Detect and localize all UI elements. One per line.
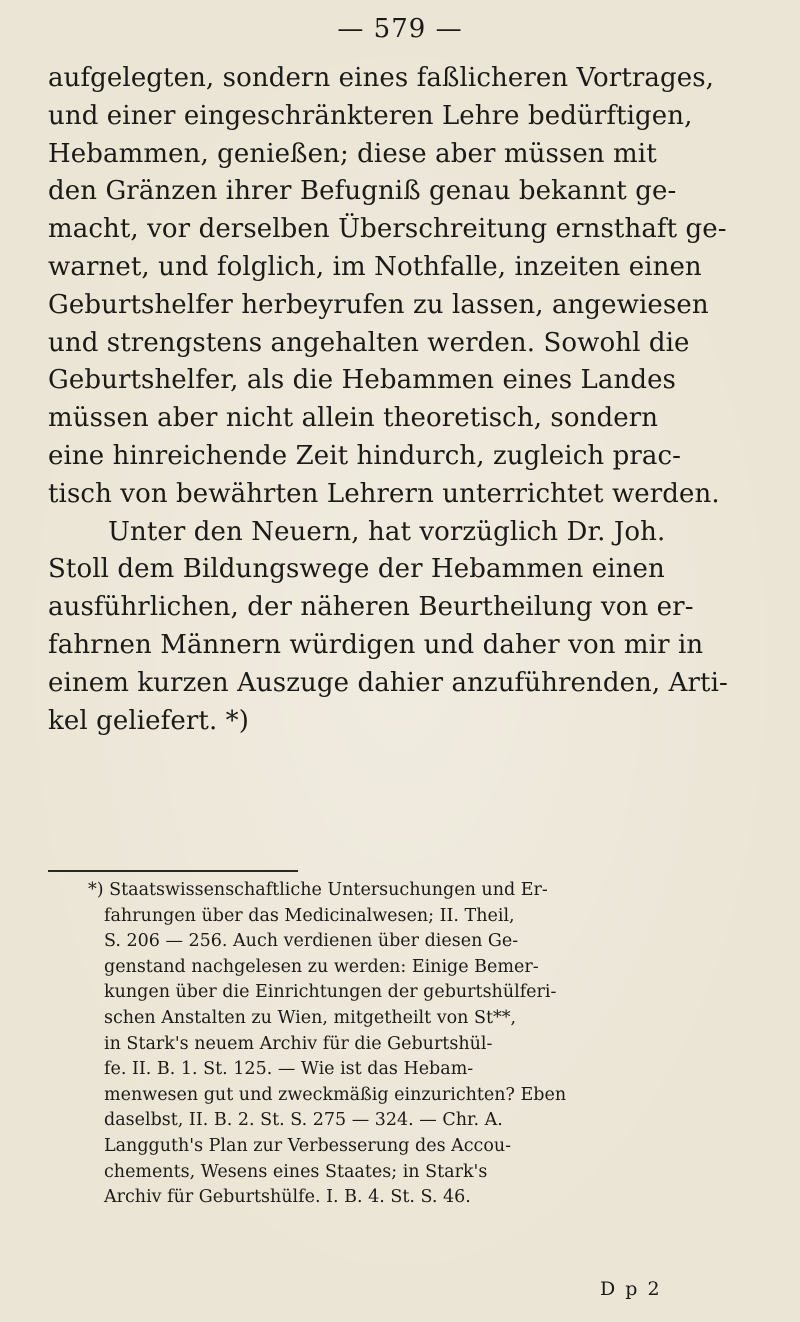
footnote-line: kungen über die Einrichtungen der geburtshülferi- [104,982,557,1003]
text-line: Hebammen, genießen; diese aber müssen mit [48,138,657,169]
footnote-line: S. 206 — 256. Auch verdienen über diesen Ge- [104,931,519,952]
main-text [48,60,768,740]
footnote-line: in Stark's neuem Archiv für die Geburtshül- [104,1033,493,1054]
text-line: müssen aber nicht allein theoretisch, sondern [48,403,659,434]
text-line: Unter den Neuern, hat vorzüglich Dr. Joh. [108,516,666,547]
text-line: aufgelegten, sondern eines faßlicheren Vortrages, [48,63,715,93]
footnote-separator [48,870,298,872]
footnote-line: Langguth's Plan zur Verbesserung des Accou- [104,1135,512,1156]
footnote-line: genstand nachgelesen zu werden: Einige Bemer- [104,956,539,977]
text-line: warnet, und folglich, im Nothfalle, inzeiten einen [48,251,702,282]
footnote-line: *) Staatswissenschaftliche Untersuchungen und Er- [88,880,548,900]
text-line: fahrnen Männern würdigen und daher von mir in [48,629,704,660]
footnote-line: schen Anstalten zu Wien, mitgetheilt von St**, [104,1007,517,1028]
text-line: Geburtshelfer herbeyrufen zu lassen, angewiesen [48,289,709,320]
text-line: und strengstens angehalten werden. Sowohl die [48,327,690,358]
footnote-line: menwesen gut und zweckmäßig einzurichten? Eben [104,1084,567,1105]
text-line: Stoll dem Bildungswege der Hebammen einen [48,554,665,585]
text-line: eine hinreichende Zeit hindurch, zugleich prac- [48,440,682,471]
text-line: tisch von bewährten Lehrern unterrichtet werden. [48,478,720,509]
footnote-line: daselbst, II. B. 2. St. S. 275 — 324. — Chr. A. [104,1110,503,1131]
footnote-line: chements, Wesens eines Staates; in Stark's [104,1161,488,1182]
signature-mark: D p 2 [600,1278,662,1300]
text-line: einem kurzen Auszuge dahier anzuführenden, Arti- [48,667,728,698]
text-line: ausführlichen, der näheren Beurtheilung von er- [48,592,694,623]
text-line: kel geliefert. *) [48,705,250,736]
text-line: den Gränzen ihrer Befugniß genau bekannt ge- [48,176,677,207]
page-number: — 579 — [337,14,463,44]
text-line: macht, vor derselben Überschreitung ernsthaft ge- [48,214,727,245]
footnote-line: fahrungen über das Medicinalwesen; II. Theil, [104,905,515,926]
text-line: Geburtshelfer, als die Hebammen eines Landes [48,365,676,396]
footnote-line: Archiv für Geburtshülfe. I. B. 4. St. S. 46. [104,1187,471,1208]
footnote [48,878,768,1211]
footnote-line: fe. II. B. 1. St. 125. — Wie ist das Hebam- [104,1059,474,1080]
text-line: und einer eingeschränkteren Lehre bedürftigen, [48,100,693,131]
